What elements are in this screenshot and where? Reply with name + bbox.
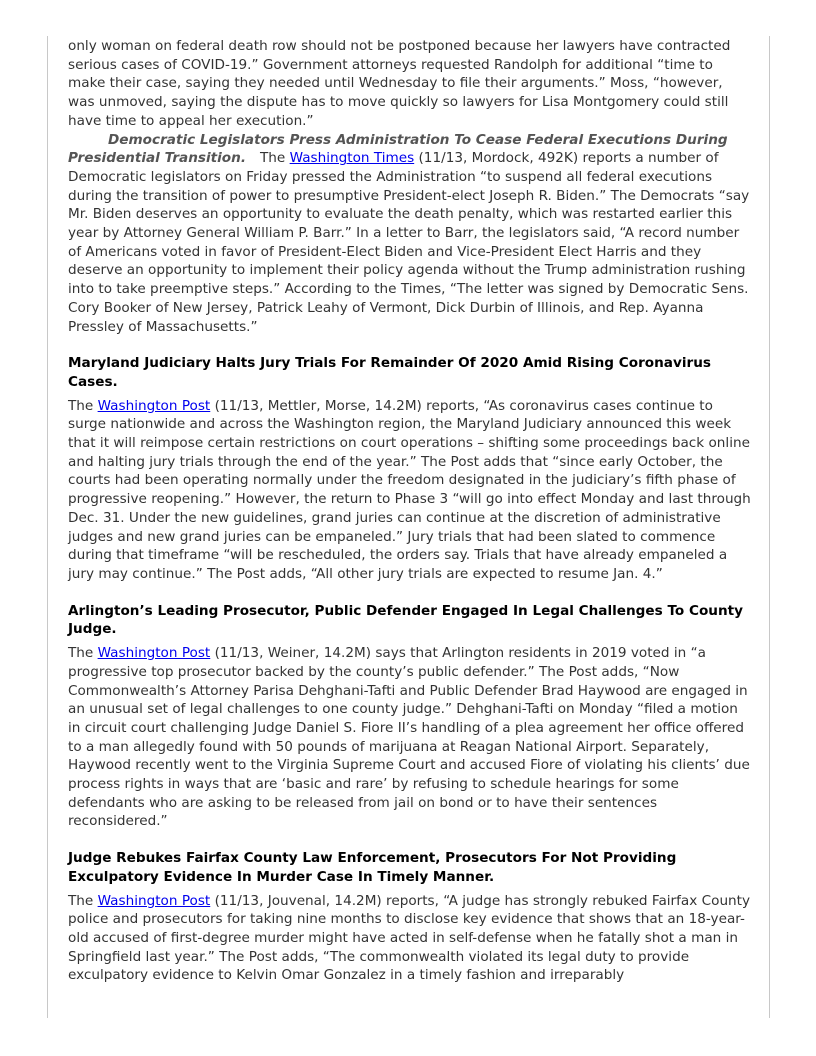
- source-link-washington-times[interactable]: Washington Times: [289, 150, 415, 167]
- article: [68, 602, 752, 831]
- article-headline: Judge Rebukes Fairfax County Law Enforcement, Prosecutors For Not Providing Exculpatory Evidence In Murder Case In Timely Manner.: [68, 850, 677, 885]
- source-link-washington-post[interactable]: Washington Post: [97, 645, 211, 662]
- article: [68, 354, 752, 583]
- inline-story-paragraph: [68, 131, 752, 337]
- article-text: (11/13, Weiner, 14.2M) says that Arlington residents in 2019 voted in “a progressive top prosecutor backed by the county’s public defender.” The Post adds, “Now Commonwealth’s Attorney Parisa Dehghani-Tafti and Public Defender Brad Haywood are engaged in an unusual set of legal challenges to one county judge.” Dehghani-Tafti on Monday “filed a motion in circuit court challenging Judge Daniel S. Fiore II’s handling of a plea agreement her office offered to a man allegedly found with 50 pounds of marijuana at Reagan National Airport. Separately, Haywood recently went to the Virginia Supreme Court and accused Fiore of violating his clients’ due process rights in ways that are ‘basic and rare’ by refusing to schedule hearings for some defendants who are asking to be released from jail on bond or to have their sentences reconsidered.”: [68, 645, 750, 830]
- article-body: [68, 644, 752, 831]
- article-lead: The: [68, 892, 98, 909]
- source-link-washington-post[interactable]: Washington Post: [97, 892, 211, 909]
- article-headline: Maryland Judiciary Halts Jury Trials For Remainder Of 2020 Amid Rising Coronavirus Cases.: [68, 355, 711, 390]
- inline-story-body: (11/13, Mordock, 492K) reports a number of Democratic legislators on Friday pressed the Administration “to suspend all federal executions during the transition of power to presumptive President-elect Joseph R. Biden.” The Democrats “say Mr. Biden deserves an opportunity to evaluate the death penalty, which was restarted earlier this year by Attorney General William P. Barr.” In a letter to Barr, the legislators said, “A record number of Americans voted in favor of President-Elect Biden and Vice-President Elect Harris and they deserve an opportunity to implement their policy agenda without the Trump administration rushing into to take preemptive steps.” According to the Times, “The letter was signed by Democratic Sens. Cory Booker of New Jersey, Patrick Leahy of Vermont, Dick Durbin of Illinois, and Rep. Ayanna Pressley of Massachusetts.”: [68, 150, 750, 335]
- inline-story-lead: The: [260, 150, 286, 167]
- article-lead: The: [68, 645, 98, 662]
- source-link-washington-post[interactable]: Washington Post: [97, 397, 211, 414]
- document-content: [68, 37, 752, 985]
- article-body: [68, 397, 752, 584]
- article-text: (11/13, Mettler, Morse, 14.2M) reports, “As coronavirus cases continue to surge nationwide and across the Washington region, the Maryland Judiciary announced this week that it will reimpose certain restrictions on court operations – shifting some proceedings back online and halting jury trials through the end of the year.” The Post adds that “since early October, the courts had been operating normally under the freedom designated in the judiciary’s fifth phase of progressive reopening.” However, the return to Phase 3 “will go into effect Monday and last through Dec. 31. Under the new guidelines, grand juries can continue at the discretion of administrative judges and new grand juries can be empaneled.” Jury trials that had been slated to commence during that timeframe “will be rescheduled, the orders say. Trials that have already empaneled a jury may continue.” The Post adds, “All other jury trials are expected to resume Jan. 4.”: [68, 397, 751, 582]
- article-lead: The: [68, 397, 98, 414]
- continuation-paragraph: only woman on federal death row should not be postponed because her lawyers have contracted serious cases of COVID-19.” Government attorneys requested Randolph for additional “time to make their case, saying they needed until Wednesday to file their arguments.” Moss, “however, was unmoved, saying the dispute has to move quickly so lawyers for Lisa Montgomery could still have time to appeal her execution.”: [68, 38, 731, 129]
- article: [68, 849, 752, 985]
- inline-story-headline: Democratic Legislators Press Administration To Cease Federal Executions During Presidential Transition.: [68, 131, 728, 167]
- article-body: [68, 892, 752, 986]
- article-headline: Arlington’s Leading Prosecutor, Public Defender Engaged In Legal Challenges To County Judge.: [68, 602, 744, 638]
- article-text: (11/13, Jouvenal, 14.2M) reports, “A judge has strongly rebuked Fairfax County police and prosecutors for taking nine months to disclose key evidence that shows that an 18-year-old accused of first-degree murder might have acted in self-defense when he fatally shot a man in Springfield last year.” The Post adds, “The commonwealth violated its legal duty to provide exculpatory evidence to Kelvin Omar Gonzalez in a timely fashion and irreparably: [68, 892, 751, 984]
